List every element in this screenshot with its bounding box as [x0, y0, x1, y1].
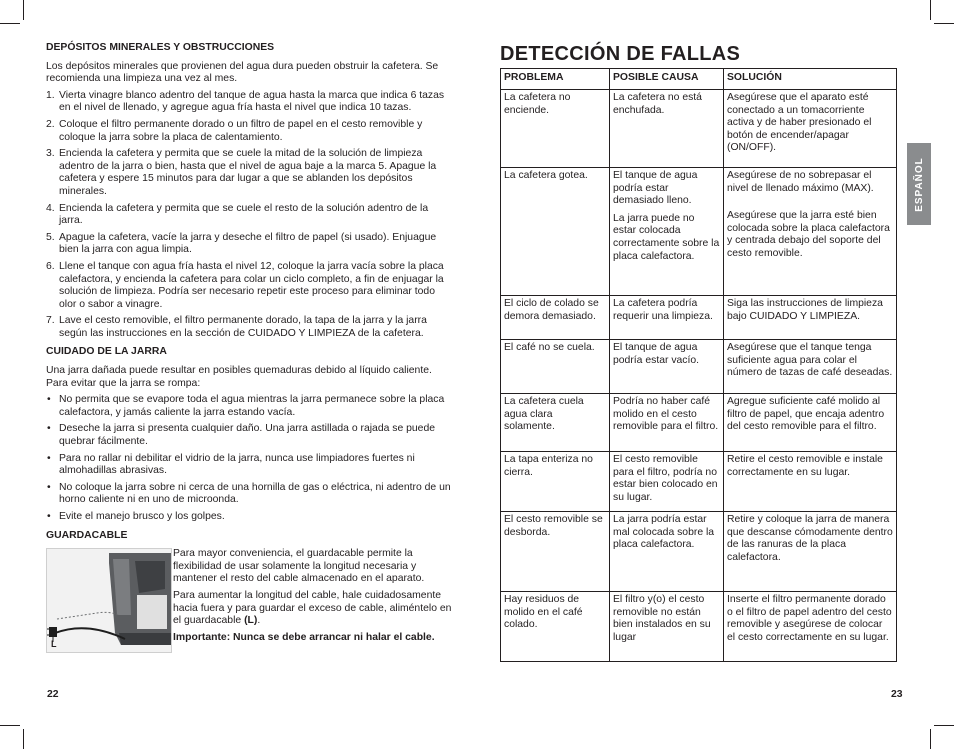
cause-text: La jarra podría estar mal colocada sobre la placa calefactora.	[613, 514, 715, 551]
bullet-item	[46, 482, 454, 507]
step-number: 1.	[46, 89, 55, 101]
figure-label-L: L	[51, 639, 57, 650]
cause-text: La cafetera no está enchufada.	[613, 92, 702, 116]
cause-cell	[610, 592, 724, 662]
crop-mark	[23, 729, 24, 749]
bullet-text: No permita que se evapore toda el agua mientras la jarra permanece sobre la placa calefactora, y jamás caliente la jarra estando vacía.	[59, 394, 445, 418]
solution-cell	[724, 592, 897, 662]
bullet-item	[46, 453, 454, 478]
table-row	[501, 394, 897, 452]
table-header-row	[501, 69, 897, 90]
step-item	[46, 261, 454, 311]
table-row	[501, 168, 897, 296]
step-item	[46, 203, 454, 228]
step-number: 6.	[46, 260, 55, 272]
step-number: 7.	[46, 315, 55, 327]
step-number: 5.	[46, 231, 55, 243]
solution-text: Asegúrese que la jarra esté bien colocada sobre la placa calefactora y centrada debajo del soporte del cesto removible.	[727, 210, 890, 259]
bullet-icon: •	[47, 452, 51, 464]
column-header-cause: POSIBLE CAUSA	[610, 69, 724, 90]
solution-text: Siga las instrucciones de limpieza bajo CUIDADO Y LIMPIEZA.	[727, 298, 883, 322]
cause-cell	[610, 512, 724, 592]
cord-storage-figure	[46, 548, 172, 653]
step-number: 2.	[46, 118, 55, 130]
carafe-care-list	[46, 394, 454, 523]
coffeemaker-cord-illustration	[47, 549, 171, 652]
solution-text: Retire y coloque la jarra de manera que descanse cómodamente dentro de las ranuras de la placa calefactora.	[727, 514, 893, 563]
step-item	[46, 232, 454, 257]
page-number-left: 22	[47, 689, 59, 700]
step-text: Vierta vinagre blanco adentro del tanque de agua hasta la marca que indica 6 tazas en el nivel de llenado, y agregue agua fría hasta el nivel que indica 10 tazas.	[59, 89, 445, 114]
problem-cell: El café no se cuela.	[501, 340, 610, 394]
bullet-item	[46, 394, 454, 419]
table-row	[501, 592, 897, 662]
cause-text: El cesto removible para el filtro, podría no estar bien colocado en su lugar.	[613, 454, 718, 503]
solution-cell	[724, 168, 897, 296]
problem-cell: El ciclo de colado se demora demasiado.	[501, 296, 610, 340]
bullet-icon: •	[47, 481, 51, 493]
cord-storage-block	[46, 548, 454, 658]
cause-cell	[610, 452, 724, 512]
solution-cell	[724, 340, 897, 394]
solution-text: Inserte el filtro permanente dorado o el filtro de papel adentro del cesto removible y asegúrese de colocar el cesto correctamente en su lugar.	[727, 594, 892, 643]
crop-mark	[934, 23, 954, 24]
step-text: Coloque el filtro permanente dorado o un filtro de papel en el cesto removible y coloque la jarra sobre la placa de calentamiento.	[59, 118, 423, 143]
step-text: Lave el cesto removible, el filtro permanente dorado, la tapa de la jarra y la jarra según las instrucciones en la sección de CUIDADO Y LIMPIEZA de la cafetera.	[59, 315, 427, 339]
column-header-problem: PROBLEMA	[501, 69, 610, 90]
solution-text: Asegúrese que el aparato esté conectado a un tomacorriente activa y de haber presionado el botón de encender/apagar (ON/OFF).	[727, 92, 872, 154]
cause-text: El tanque de agua podría estar demasiado lleno.	[613, 170, 698, 207]
section-title-carafe-care: CUIDADO DE LA JARRA	[46, 346, 167, 358]
bullet-icon: •	[47, 511, 51, 522]
crop-mark	[0, 725, 20, 726]
step-item	[46, 148, 454, 198]
step-text: Encienda la cafetera y permita que se cuele la mitad de la solución de limpieza adentro de la jarra o bien, hasta que el nivel de agua baje a la marca 5. Apague la cafetera y espere 15 minutos para dar lugar a que se ablanden los depósitos minerales.	[59, 148, 437, 197]
solution-text: Asegúrese de no sobrepasar el nivel de llenado máximo (MAX).	[727, 170, 874, 194]
table-row	[501, 90, 897, 168]
step-item	[46, 119, 454, 144]
bullet-text: Para no rallar ni debilitar el vidrio de la jarra, nunca use limpiadores fuertes ni almohadillas abrasivas.	[59, 452, 415, 477]
bullet-text: Deseche la jarra si presenta cualquier daño. Una jarra astillada o rajada se puede quebrar fácilmente.	[59, 423, 436, 448]
bullet-text: No coloque la jarra sobre ni cerca de una hornilla de gas o eléctrica, ni adentro de un horno caliente ni en uno de microonda.	[59, 481, 451, 506]
solution-text: Agregue suficiente café molido al filtro de papel, que encaja adentro del cesto removible para el filtro.	[727, 396, 885, 433]
column-header-solution: SOLUCIÓN	[724, 69, 897, 90]
table-row	[501, 296, 897, 340]
cause-text: La cafetera podría requerir una limpieza.	[613, 298, 713, 322]
step-item	[46, 90, 454, 115]
cause-cell	[610, 340, 724, 394]
section-title-cord-storage: GUARDACABLE	[46, 529, 128, 541]
crop-mark	[0, 23, 20, 24]
page-number-right: 23	[891, 689, 903, 700]
crop-mark	[23, 0, 24, 20]
cause-cell	[610, 394, 724, 452]
cause-text: Podría no haber café molido en el cesto removible para el filtro.	[613, 396, 719, 433]
solution-cell	[724, 452, 897, 512]
cord-storage-p2	[173, 590, 454, 628]
solution-cell	[724, 512, 897, 592]
cord-storage-ref-L: (L)	[244, 615, 258, 627]
problem-cell: La tapa enteriza no cierra.	[501, 452, 610, 512]
cord-storage-text	[173, 548, 454, 648]
left-page	[46, 42, 454, 658]
bullet-icon: •	[47, 394, 51, 406]
solution-text: Retire el cesto removible e instale correctamente en su lugar.	[727, 454, 883, 478]
crop-mark	[930, 729, 931, 749]
cause-cell	[610, 168, 724, 296]
solution-text: Asegúrese que el tanque tenga suficiente agua para colar el número de tazas de café deseadas.	[727, 342, 893, 379]
problem-cell: El cesto removible se desborda.	[501, 512, 610, 592]
cause-text: La jarra puede no estar colocada correctamente sobre la placa calefactora.	[613, 212, 720, 262]
step-text: Llene el tanque con agua fría hasta el nivel 12, coloque la jarra vacía sobre la placa calefactora, y encienda la cafetera para colar un ciclo completo, a fin de enjuagar la solución de limpieza. Podría ser necesario repetir este proceso para eliminar todo olor o sabor a vinagre.	[59, 260, 444, 310]
bullet-icon: •	[47, 423, 51, 435]
cord-storage-p2-text: Para aumentar la longitud del cable, hale cuidadosamente hacia fuera y para guardar el exceso de cable, aliméntelo en el guardacable	[173, 589, 452, 627]
solution-cell	[724, 296, 897, 340]
bullet-item	[46, 511, 454, 524]
bullet-text: Evite el manejo brusco y los golpes.	[59, 511, 225, 522]
cause-text: El tanque de agua podría estar vacío.	[613, 342, 700, 366]
crop-mark	[934, 725, 954, 726]
language-side-tab	[907, 143, 931, 225]
cause-cell	[610, 296, 724, 340]
solution-cell	[724, 90, 897, 168]
problem-cell: La cafetera gotea.	[501, 168, 610, 296]
problem-cell: La cafetera cuela agua clara solamente.	[501, 394, 610, 452]
step-item	[46, 315, 454, 340]
cord-storage-important: Importante: Nunca se debe arrancar ni halar el cable.	[173, 631, 435, 643]
table-row	[501, 452, 897, 512]
language-tab-label: ESPAÑOL	[913, 156, 925, 212]
table-row	[501, 512, 897, 592]
solution-cell	[724, 394, 897, 452]
section-intro: Los depósitos minerales que provienen del agua dura pueden obstruir la cafetera. Se recomienda una limpieza una vez al mes.	[46, 60, 439, 85]
bullet-item	[46, 423, 454, 448]
cleaning-steps-list	[46, 90, 454, 341]
step-number: 4.	[46, 202, 55, 214]
table-row	[501, 340, 897, 394]
cord-storage-p2-end: .	[257, 615, 261, 627]
problem-cell: La cafetera no enciende.	[501, 90, 610, 168]
page-title: DETECCIÓN DE FALLAS	[500, 43, 741, 65]
section-title-mineral-deposits: DEPÓSITOS MINERALES Y OBSTRUCCIONES	[46, 42, 275, 53]
cord-storage-p1: Para mayor conveniencia, el guardacable permite la flexibilidad de usar solamente la longitud necesaria y mantener el resto del cable almacenado en el aparato.	[173, 548, 425, 585]
step-text: Encienda la cafetera y permita que se cuele el resto de la solución adentro de la jarra.	[59, 202, 429, 227]
crop-mark	[930, 0, 931, 20]
step-text: Apague la cafetera, vacíe la jarra y deseche el filtro de papel (si usado). Enjuague bien la jarra con agua limpia.	[59, 231, 437, 256]
cause-cell	[610, 90, 724, 168]
cause-text: El filtro y(o) el cesto removible no están bien instalados en su lugar	[613, 594, 711, 643]
problem-cell: Hay residuos de molido en el café colado.	[501, 592, 610, 662]
section-intro: Una jarra dañada puede resultar en posibles quemaduras debido al líquido caliente. Para evitar que la jarra se rompa:	[46, 365, 432, 389]
troubleshooting-table	[500, 68, 897, 662]
step-number: 3.	[46, 148, 55, 160]
